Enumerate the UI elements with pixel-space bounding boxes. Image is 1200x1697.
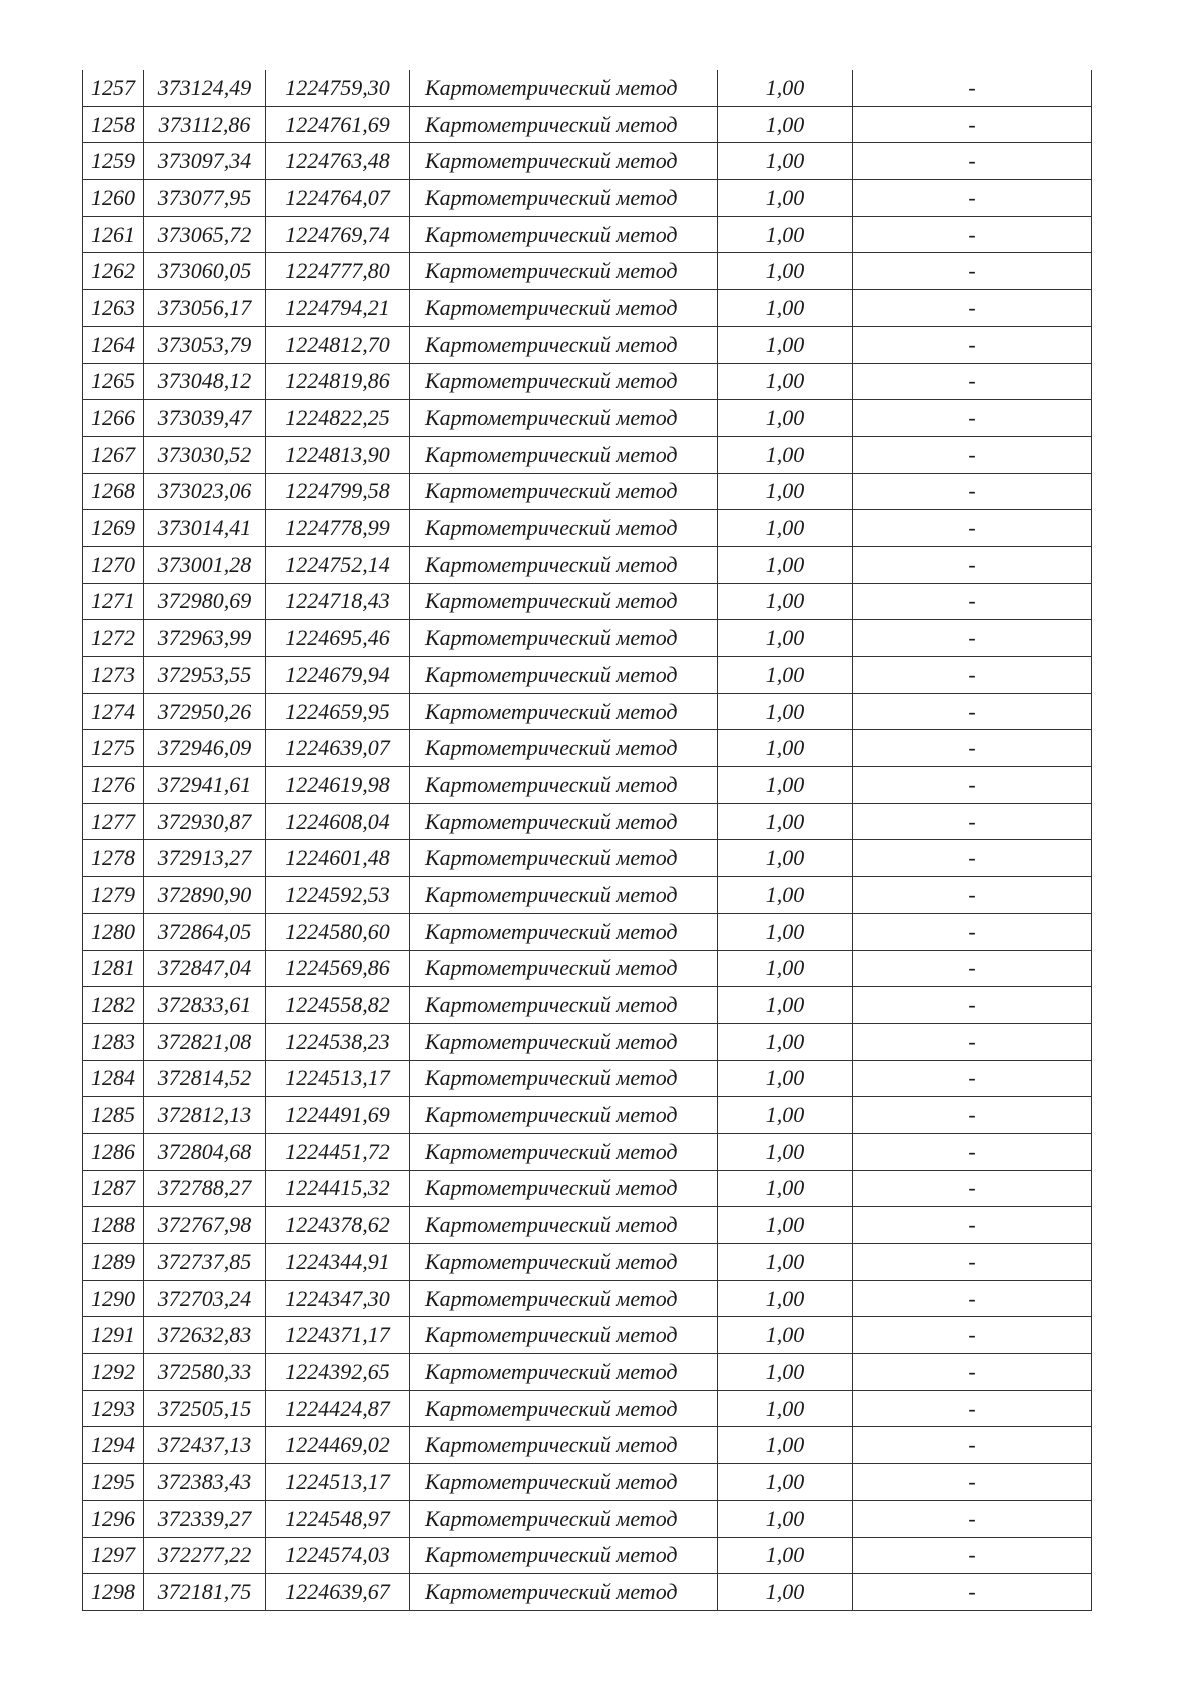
method-cell: Картометрический метод — [410, 620, 718, 657]
accuracy-cell: 1,00 — [718, 180, 853, 217]
table-row — [83, 730, 1092, 767]
method-cell: Картометрический метод — [410, 473, 718, 510]
method-cell: Картометрический метод — [410, 253, 718, 290]
method-cell: Картометрический метод — [410, 913, 718, 950]
table-row — [83, 290, 1092, 327]
description-cell: - — [853, 620, 1092, 657]
x-coordinate-cell: 372505,15 — [144, 1390, 266, 1427]
accuracy-cell: 1,00 — [718, 803, 853, 840]
point-number-cell: 1288 — [83, 1207, 144, 1244]
accuracy-cell: 1,00 — [718, 1170, 853, 1207]
point-number-cell: 1289 — [83, 1244, 144, 1281]
method-cell: Картометрический метод — [410, 767, 718, 804]
x-coordinate-cell: 372963,99 — [144, 620, 266, 657]
point-number-cell: 1298 — [83, 1574, 144, 1611]
accuracy-cell: 1,00 — [718, 657, 853, 694]
point-number-cell: 1284 — [83, 1060, 144, 1097]
y-coordinate-cell: 1224718,43 — [266, 583, 410, 620]
y-coordinate-cell: 1224513,17 — [266, 1464, 410, 1501]
description-cell: - — [853, 1280, 1092, 1317]
method-cell: Картометрический метод — [410, 363, 718, 400]
point-number-cell: 1281 — [83, 950, 144, 987]
point-number-cell: 1266 — [83, 400, 144, 437]
accuracy-cell: 1,00 — [718, 620, 853, 657]
accuracy-cell: 1,00 — [718, 730, 853, 767]
y-coordinate-cell: 1224639,07 — [266, 730, 410, 767]
y-coordinate-cell: 1224777,80 — [266, 253, 410, 290]
y-coordinate-cell: 1224347,30 — [266, 1280, 410, 1317]
point-number-cell: 1290 — [83, 1280, 144, 1317]
x-coordinate-cell: 372812,13 — [144, 1097, 266, 1134]
table-row — [83, 70, 1092, 106]
y-coordinate-cell: 1224451,72 — [266, 1133, 410, 1170]
method-cell: Картометрический метод — [410, 400, 718, 437]
table-row — [83, 1464, 1092, 1501]
y-coordinate-cell: 1224794,21 — [266, 290, 410, 327]
method-cell: Картометрический метод — [410, 1207, 718, 1244]
y-coordinate-cell: 1224392,65 — [266, 1354, 410, 1391]
y-coordinate-cell: 1224695,46 — [266, 620, 410, 657]
description-cell: - — [853, 180, 1092, 217]
description-cell: - — [853, 950, 1092, 987]
x-coordinate-cell: 372339,27 — [144, 1500, 266, 1537]
table-row — [83, 950, 1092, 987]
point-number-cell: 1295 — [83, 1464, 144, 1501]
description-cell: - — [853, 326, 1092, 363]
y-coordinate-cell: 1224574,03 — [266, 1537, 410, 1574]
x-coordinate-cell: 372833,61 — [144, 987, 266, 1024]
method-cell: Картометрический метод — [410, 1317, 718, 1354]
table-row — [83, 400, 1092, 437]
description-cell: - — [853, 216, 1092, 253]
point-number-cell: 1279 — [83, 877, 144, 914]
accuracy-cell: 1,00 — [718, 1500, 853, 1537]
method-cell: Картометрический метод — [410, 216, 718, 253]
table-row — [83, 326, 1092, 363]
y-coordinate-cell: 1224778,99 — [266, 510, 410, 547]
point-number-cell: 1292 — [83, 1354, 144, 1391]
point-number-cell: 1258 — [83, 106, 144, 143]
accuracy-cell: 1,00 — [718, 913, 853, 950]
description-cell: - — [853, 1500, 1092, 1537]
x-coordinate-cell: 372950,26 — [144, 693, 266, 730]
method-cell: Картометрический метод — [410, 730, 718, 767]
method-cell: Картометрический метод — [410, 143, 718, 180]
method-cell: Картометрический метод — [410, 840, 718, 877]
accuracy-cell: 1,00 — [718, 767, 853, 804]
table-row — [83, 216, 1092, 253]
point-number-cell: 1282 — [83, 987, 144, 1024]
table-row — [83, 106, 1092, 143]
table-row — [83, 913, 1092, 950]
point-number-cell: 1260 — [83, 180, 144, 217]
accuracy-cell: 1,00 — [718, 546, 853, 583]
y-coordinate-cell: 1224548,97 — [266, 1500, 410, 1537]
table-row — [83, 1244, 1092, 1281]
description-cell: - — [853, 803, 1092, 840]
table-row — [83, 1427, 1092, 1464]
method-cell: Картометрический метод — [410, 657, 718, 694]
y-coordinate-cell: 1224580,60 — [266, 913, 410, 950]
x-coordinate-cell: 372767,98 — [144, 1207, 266, 1244]
x-coordinate-cell: 372941,61 — [144, 767, 266, 804]
x-coordinate-cell: 373112,86 — [144, 106, 266, 143]
table-row — [83, 877, 1092, 914]
point-number-cell: 1287 — [83, 1170, 144, 1207]
point-number-cell: 1285 — [83, 1097, 144, 1134]
point-number-cell: 1274 — [83, 693, 144, 730]
description-cell: - — [853, 730, 1092, 767]
table-row — [83, 1133, 1092, 1170]
y-coordinate-cell: 1224679,94 — [266, 657, 410, 694]
point-number-cell: 1272 — [83, 620, 144, 657]
table-row — [83, 180, 1092, 217]
point-number-cell: 1294 — [83, 1427, 144, 1464]
description-cell: - — [853, 767, 1092, 804]
table-row — [83, 473, 1092, 510]
table-row — [83, 546, 1092, 583]
method-cell: Картометрический метод — [410, 1170, 718, 1207]
point-number-cell: 1293 — [83, 1390, 144, 1427]
table-row — [83, 693, 1092, 730]
accuracy-cell: 1,00 — [718, 1280, 853, 1317]
description-cell: - — [853, 253, 1092, 290]
table-row — [83, 987, 1092, 1024]
table-row — [83, 510, 1092, 547]
point-number-cell: 1278 — [83, 840, 144, 877]
x-coordinate-cell: 372437,13 — [144, 1427, 266, 1464]
x-coordinate-cell: 373065,72 — [144, 216, 266, 253]
description-cell: - — [853, 510, 1092, 547]
accuracy-cell: 1,00 — [718, 436, 853, 473]
method-cell: Картометрический метод — [410, 877, 718, 914]
accuracy-cell: 1,00 — [718, 1427, 853, 1464]
description-cell: - — [853, 106, 1092, 143]
table-row — [83, 1060, 1092, 1097]
description-cell: - — [853, 473, 1092, 510]
method-cell: Картометрический метод — [410, 1390, 718, 1427]
accuracy-cell: 1,00 — [718, 363, 853, 400]
x-coordinate-cell: 372953,55 — [144, 657, 266, 694]
accuracy-cell: 1,00 — [718, 877, 853, 914]
method-cell: Картометрический метод — [410, 1354, 718, 1391]
x-coordinate-cell: 373030,52 — [144, 436, 266, 473]
y-coordinate-cell: 1224752,14 — [266, 546, 410, 583]
method-cell: Картометрический метод — [410, 180, 718, 217]
description-cell: - — [853, 913, 1092, 950]
description-cell: - — [853, 1133, 1092, 1170]
y-coordinate-cell: 1224569,86 — [266, 950, 410, 987]
y-coordinate-cell: 1224819,86 — [266, 363, 410, 400]
description-cell: - — [853, 1464, 1092, 1501]
method-cell: Картометрический метод — [410, 1280, 718, 1317]
y-coordinate-cell: 1224812,70 — [266, 326, 410, 363]
y-coordinate-cell: 1224813,90 — [266, 436, 410, 473]
table-row — [83, 436, 1092, 473]
accuracy-cell: 1,00 — [718, 1207, 853, 1244]
description-cell: - — [853, 877, 1092, 914]
x-coordinate-cell: 373060,05 — [144, 253, 266, 290]
point-number-cell: 1262 — [83, 253, 144, 290]
x-coordinate-cell: 373097,34 — [144, 143, 266, 180]
accuracy-cell: 1,00 — [718, 987, 853, 1024]
method-cell: Картометрический метод — [410, 1244, 718, 1281]
y-coordinate-cell: 1224344,91 — [266, 1244, 410, 1281]
y-coordinate-cell: 1224371,17 — [266, 1317, 410, 1354]
accuracy-cell: 1,00 — [718, 1023, 853, 1060]
coordinates-table — [82, 70, 1092, 1611]
method-cell: Картометрический метод — [410, 326, 718, 363]
description-cell: - — [853, 987, 1092, 1024]
x-coordinate-cell: 373023,06 — [144, 473, 266, 510]
description-cell: - — [853, 1354, 1092, 1391]
table-row — [83, 1500, 1092, 1537]
point-number-cell: 1270 — [83, 546, 144, 583]
table-row — [83, 840, 1092, 877]
x-coordinate-cell: 373053,79 — [144, 326, 266, 363]
y-coordinate-cell: 1224639,67 — [266, 1574, 410, 1611]
y-coordinate-cell: 1224619,98 — [266, 767, 410, 804]
x-coordinate-cell: 372847,04 — [144, 950, 266, 987]
table-row — [83, 1574, 1092, 1611]
table-row — [83, 620, 1092, 657]
point-number-cell: 1267 — [83, 436, 144, 473]
point-number-cell: 1286 — [83, 1133, 144, 1170]
method-cell: Картометрический метод — [410, 803, 718, 840]
table-row — [83, 1354, 1092, 1391]
table-row — [83, 253, 1092, 290]
accuracy-cell: 1,00 — [718, 840, 853, 877]
table-row — [83, 1280, 1092, 1317]
y-coordinate-cell: 1224601,48 — [266, 840, 410, 877]
point-number-cell: 1276 — [83, 767, 144, 804]
description-cell: - — [853, 1170, 1092, 1207]
point-number-cell: 1268 — [83, 473, 144, 510]
y-coordinate-cell: 1224659,95 — [266, 693, 410, 730]
method-cell: Картометрический метод — [410, 583, 718, 620]
y-coordinate-cell: 1224608,04 — [266, 803, 410, 840]
point-number-cell: 1261 — [83, 216, 144, 253]
accuracy-cell: 1,00 — [718, 510, 853, 547]
x-coordinate-cell: 372930,87 — [144, 803, 266, 840]
table-row — [83, 1023, 1092, 1060]
y-coordinate-cell: 1224592,53 — [266, 877, 410, 914]
method-cell: Картометрический метод — [410, 546, 718, 583]
x-coordinate-cell: 373048,12 — [144, 363, 266, 400]
table-row — [83, 657, 1092, 694]
point-number-cell: 1296 — [83, 1500, 144, 1537]
y-coordinate-cell: 1224761,69 — [266, 106, 410, 143]
table-row — [83, 1207, 1092, 1244]
point-number-cell: 1275 — [83, 730, 144, 767]
description-cell: - — [853, 1207, 1092, 1244]
description-cell: - — [853, 70, 1092, 106]
x-coordinate-cell: 372821,08 — [144, 1023, 266, 1060]
accuracy-cell: 1,00 — [718, 400, 853, 437]
x-coordinate-cell: 372804,68 — [144, 1133, 266, 1170]
description-cell: - — [853, 1097, 1092, 1134]
y-coordinate-cell: 1224378,62 — [266, 1207, 410, 1244]
x-coordinate-cell: 372383,43 — [144, 1464, 266, 1501]
y-coordinate-cell: 1224538,23 — [266, 1023, 410, 1060]
accuracy-cell: 1,00 — [718, 1464, 853, 1501]
y-coordinate-cell: 1224759,30 — [266, 70, 410, 106]
method-cell: Картометрический метод — [410, 1133, 718, 1170]
method-cell: Картометрический метод — [410, 1097, 718, 1134]
point-number-cell: 1273 — [83, 657, 144, 694]
accuracy-cell: 1,00 — [718, 70, 853, 106]
table-row — [83, 1537, 1092, 1574]
accuracy-cell: 1,00 — [718, 1317, 853, 1354]
table-row — [83, 1390, 1092, 1427]
point-number-cell: 1283 — [83, 1023, 144, 1060]
method-cell: Картометрический метод — [410, 70, 718, 106]
y-coordinate-cell: 1224822,25 — [266, 400, 410, 437]
description-cell: - — [853, 693, 1092, 730]
method-cell: Картометрический метод — [410, 436, 718, 473]
x-coordinate-cell: 372703,24 — [144, 1280, 266, 1317]
description-cell: - — [853, 1427, 1092, 1464]
x-coordinate-cell: 372181,75 — [144, 1574, 266, 1611]
accuracy-cell: 1,00 — [718, 1390, 853, 1427]
method-cell: Картометрический метод — [410, 1060, 718, 1097]
y-coordinate-cell: 1224415,32 — [266, 1170, 410, 1207]
description-cell: - — [853, 1537, 1092, 1574]
point-number-cell: 1291 — [83, 1317, 144, 1354]
x-coordinate-cell: 372632,83 — [144, 1317, 266, 1354]
accuracy-cell: 1,00 — [718, 216, 853, 253]
x-coordinate-cell: 372864,05 — [144, 913, 266, 950]
x-coordinate-cell: 372980,69 — [144, 583, 266, 620]
accuracy-cell: 1,00 — [718, 326, 853, 363]
accuracy-cell: 1,00 — [718, 1537, 853, 1574]
accuracy-cell: 1,00 — [718, 290, 853, 327]
method-cell: Картометрический метод — [410, 950, 718, 987]
table-row — [83, 1097, 1092, 1134]
point-number-cell: 1269 — [83, 510, 144, 547]
method-cell: Картометрический метод — [410, 1574, 718, 1611]
x-coordinate-cell: 373056,17 — [144, 290, 266, 327]
method-cell: Картометрический метод — [410, 1023, 718, 1060]
accuracy-cell: 1,00 — [718, 1133, 853, 1170]
accuracy-cell: 1,00 — [718, 1354, 853, 1391]
method-cell: Картометрический метод — [410, 1464, 718, 1501]
description-cell: - — [853, 840, 1092, 877]
accuracy-cell: 1,00 — [718, 950, 853, 987]
x-coordinate-cell: 372737,85 — [144, 1244, 266, 1281]
method-cell: Картометрический метод — [410, 106, 718, 143]
y-coordinate-cell: 1224424,87 — [266, 1390, 410, 1427]
x-coordinate-cell: 372580,33 — [144, 1354, 266, 1391]
x-coordinate-cell: 372277,22 — [144, 1537, 266, 1574]
description-cell: - — [853, 363, 1092, 400]
accuracy-cell: 1,00 — [718, 473, 853, 510]
accuracy-cell: 1,00 — [718, 583, 853, 620]
point-number-cell: 1257 — [83, 70, 144, 106]
description-cell: - — [853, 583, 1092, 620]
point-number-cell: 1271 — [83, 583, 144, 620]
description-cell: - — [853, 400, 1092, 437]
point-number-cell: 1264 — [83, 326, 144, 363]
accuracy-cell: 1,00 — [718, 693, 853, 730]
table-row — [83, 583, 1092, 620]
point-number-cell: 1265 — [83, 363, 144, 400]
y-coordinate-cell: 1224799,58 — [266, 473, 410, 510]
description-cell: - — [853, 1060, 1092, 1097]
x-coordinate-cell: 372946,09 — [144, 730, 266, 767]
accuracy-cell: 1,00 — [718, 106, 853, 143]
y-coordinate-cell: 1224491,69 — [266, 1097, 410, 1134]
table-row — [83, 363, 1092, 400]
description-cell: - — [853, 657, 1092, 694]
table-row — [83, 767, 1092, 804]
x-coordinate-cell: 372788,27 — [144, 1170, 266, 1207]
accuracy-cell: 1,00 — [718, 1244, 853, 1281]
accuracy-cell: 1,00 — [718, 253, 853, 290]
point-number-cell: 1297 — [83, 1537, 144, 1574]
description-cell: - — [853, 1390, 1092, 1427]
description-cell: - — [853, 1574, 1092, 1611]
table-row — [83, 803, 1092, 840]
method-cell: Картометрический метод — [410, 1537, 718, 1574]
method-cell: Картометрический метод — [410, 290, 718, 327]
accuracy-cell: 1,00 — [718, 1060, 853, 1097]
point-number-cell: 1259 — [83, 143, 144, 180]
x-coordinate-cell: 372890,90 — [144, 877, 266, 914]
method-cell: Картометрический метод — [410, 1500, 718, 1537]
point-number-cell: 1280 — [83, 913, 144, 950]
description-cell: - — [853, 1023, 1092, 1060]
description-cell: - — [853, 290, 1092, 327]
description-cell: - — [853, 436, 1092, 473]
x-coordinate-cell: 373077,95 — [144, 180, 266, 217]
x-coordinate-cell: 372913,27 — [144, 840, 266, 877]
y-coordinate-cell: 1224558,82 — [266, 987, 410, 1024]
description-cell: - — [853, 1317, 1092, 1354]
table-row — [83, 1170, 1092, 1207]
method-cell: Картометрический метод — [410, 693, 718, 730]
method-cell: Картометрический метод — [410, 510, 718, 547]
accuracy-cell: 1,00 — [718, 1097, 853, 1134]
x-coordinate-cell: 372814,52 — [144, 1060, 266, 1097]
table-row — [83, 143, 1092, 180]
method-cell: Картометрический метод — [410, 987, 718, 1024]
description-cell: - — [853, 1244, 1092, 1281]
description-cell: - — [853, 143, 1092, 180]
y-coordinate-cell: 1224469,02 — [266, 1427, 410, 1464]
description-cell: - — [853, 546, 1092, 583]
x-coordinate-cell: 373001,28 — [144, 546, 266, 583]
point-number-cell: 1277 — [83, 803, 144, 840]
y-coordinate-cell: 1224513,17 — [266, 1060, 410, 1097]
table-row — [83, 1317, 1092, 1354]
x-coordinate-cell: 373039,47 — [144, 400, 266, 437]
coordinates-table-body — [83, 70, 1092, 1610]
accuracy-cell: 1,00 — [718, 1574, 853, 1611]
y-coordinate-cell: 1224763,48 — [266, 143, 410, 180]
x-coordinate-cell: 373124,49 — [144, 70, 266, 106]
method-cell: Картометрический метод — [410, 1427, 718, 1464]
y-coordinate-cell: 1224769,74 — [266, 216, 410, 253]
accuracy-cell: 1,00 — [718, 143, 853, 180]
x-coordinate-cell: 373014,41 — [144, 510, 266, 547]
y-coordinate-cell: 1224764,07 — [266, 180, 410, 217]
point-number-cell: 1263 — [83, 290, 144, 327]
